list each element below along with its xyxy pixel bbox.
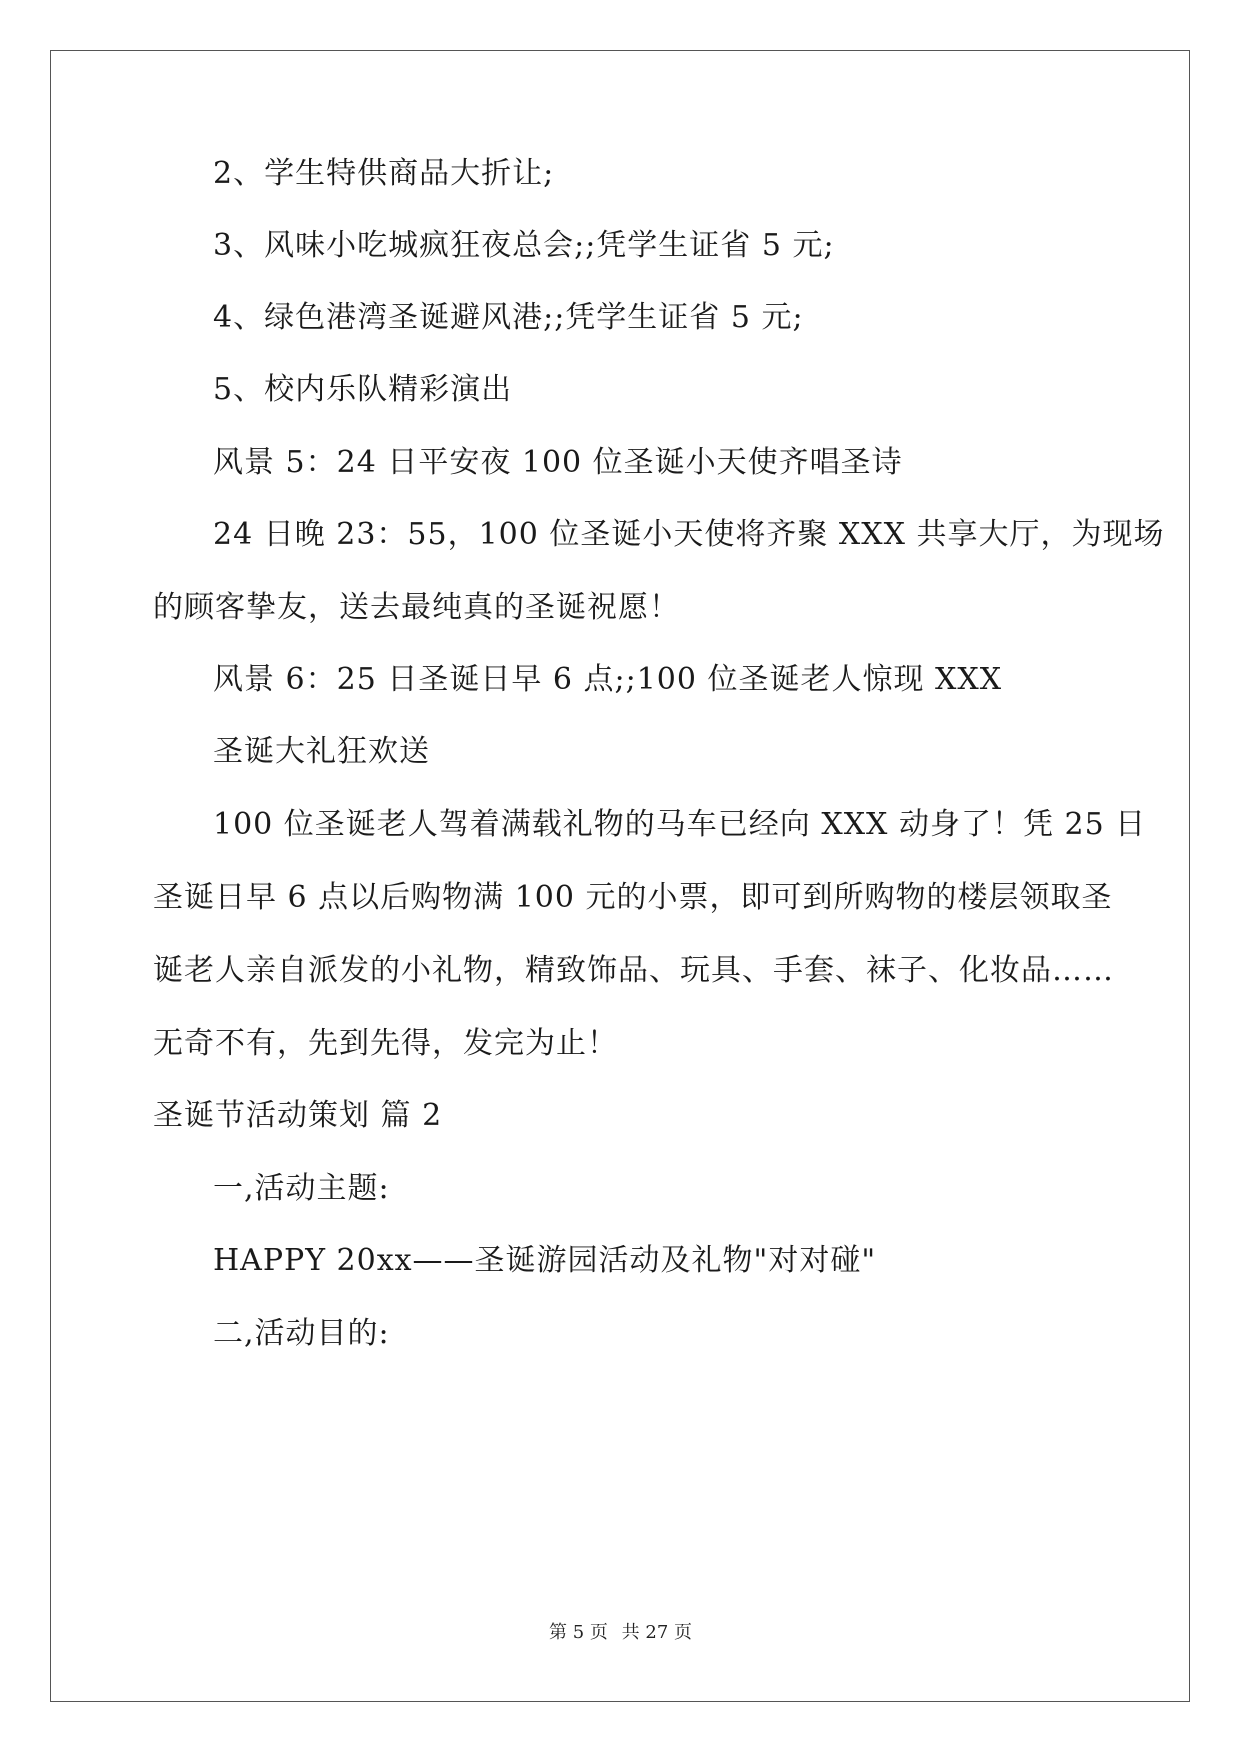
list-item: 2、学生特供商品大折让;: [213, 156, 555, 191]
section-heading: 一,活动主题:: [213, 1171, 390, 1206]
paragraph-line: 无奇不有，先到先得，发完为止！: [153, 1026, 618, 1061]
paragraph-line: 24 日晚 23：55，100 位圣诞小天使将齐聚 XXX 共享大厅，为现场: [213, 517, 1165, 552]
page-number: 第 5 页: [549, 1622, 608, 1643]
list-item: 4、绿色港湾圣诞避风港;;凭学生证省 5 元;: [213, 300, 804, 335]
paragraph-line: HAPPY 20xx——圣诞游园活动及礼物"对对碰": [213, 1243, 877, 1278]
list-item: 5、校内乐队精彩演出: [213, 372, 513, 407]
list-item: 3、风味小吃城疯狂夜总会;;凭学生证省 5 元;: [213, 228, 835, 263]
page-footer: [0, 1620, 1241, 1646]
section-subheading: 圣诞大礼狂欢送: [213, 734, 430, 769]
page-total: 共 27 页: [621, 1622, 692, 1643]
article-title: 圣诞节活动策划 篇 2: [153, 1098, 443, 1133]
paragraph-line: 的顾客挚友，送去最纯真的圣诞祝愿！: [153, 590, 680, 625]
paragraph-line: 圣诞日早 6 点以后购物满 100 元的小票，即可到所购物的楼层领取圣: [153, 880, 1113, 915]
section-heading: 二,活动目的:: [213, 1316, 390, 1351]
section-heading: 风景 6：25 日圣诞日早 6 点;;100 位圣诞老人惊现 XXX: [213, 662, 1003, 697]
paragraph-line: 诞老人亲自派发的小礼物，精致饰品、玩具、手套、袜子、化妆品……: [153, 953, 1114, 988]
section-heading: 风景 5：24 日平安夜 100 位圣诞小天使齐唱圣诗: [213, 445, 903, 480]
paragraph-line: 100 位圣诞老人驾着满载礼物的马车已经向 XXX 动身了！凭 25 日: [213, 807, 1147, 842]
